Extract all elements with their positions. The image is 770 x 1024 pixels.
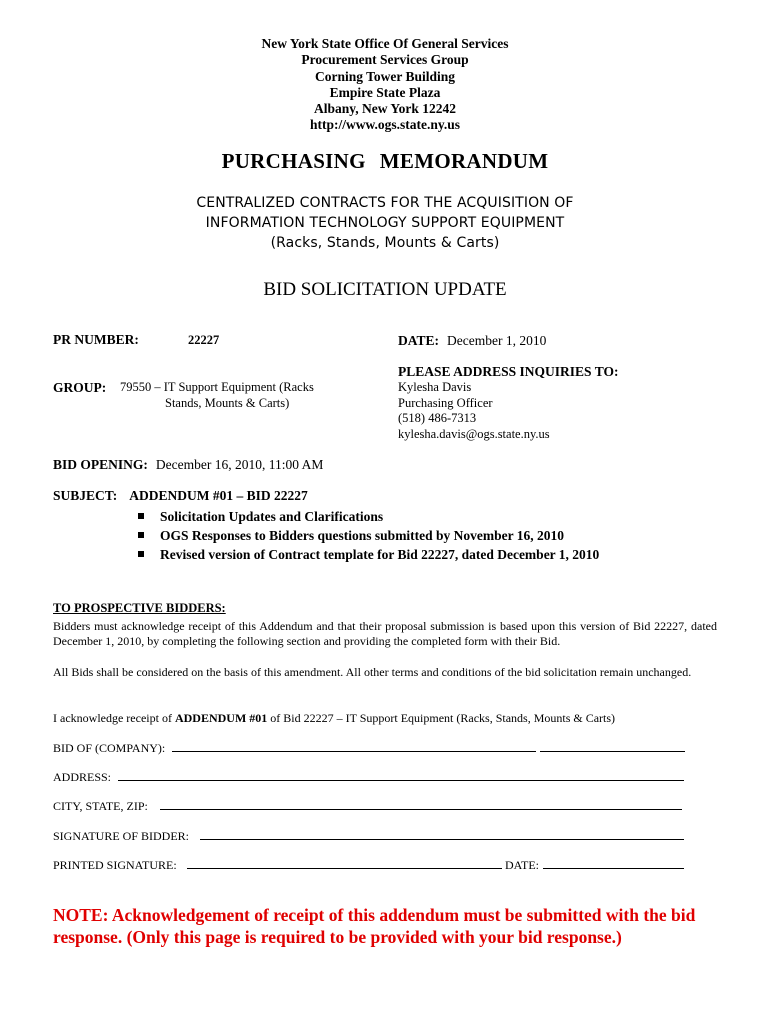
header-line: Albany, New York 12242 <box>313 101 456 117</box>
inquiries-label: PLEASE ADDRESS INQUIRIES TO: <box>398 364 619 379</box>
ack-paragraph: Bidders must acknowledge receipt of this Addendum and that their proposal submission is based upon this version of Bid 22227, dated December 1, 2010, by completing the following section and providing the completed form with their Bid. <box>53 619 717 649</box>
ack-statement: I acknowledge receipt of ADDENDUM #01 of Bid 22227 – IT Support Equipment (Racks, Stands, Mounts & Carts) <box>53 711 616 725</box>
printed-signature-field[interactable] <box>187 856 502 869</box>
subtitle-line: CENTRALIZED CONTRACTS FOR THE ACQUISITION OF <box>196 195 574 211</box>
note-line: response. (Only this page is required to be provided with your bid response.) <box>53 927 622 947</box>
bid-of-label: BID OF (COMPANY): <box>53 741 166 755</box>
header-url: http://www.ogs.state.ny.us <box>309 117 461 133</box>
printed-signature-label: PRINTED SIGNATURE: <box>53 858 177 872</box>
memo-subtitle <box>0 193 770 253</box>
bid-opening <box>53 456 323 474</box>
contact-block <box>398 380 550 442</box>
signature-label: SIGNATURE OF BIDDER: <box>53 829 190 843</box>
addendum-number: ADDENDUM #01 <box>174 711 268 725</box>
contact-email: kylesha.davis@ogs.state.ny.us <box>398 426 550 441</box>
bullet-item: Revised version of Contract template for Bid 22227, dated December 1, 2010 <box>138 547 599 563</box>
bid-opening-label: BID OPENING: <box>53 457 148 472</box>
group-label: GROUP: <box>53 380 107 395</box>
subject-value: ADDENDUM #01 – BID 22227 <box>129 488 308 503</box>
header-line: Corning Tower Building <box>314 68 456 84</box>
subject-label: SUBJECT: <box>53 488 118 503</box>
group-value-1: 79550 – IT Support Equipment (Racks <box>120 380 314 394</box>
header-line: New York State Office Of General Services <box>261 36 509 51</box>
note-line: NOTE: Acknowledgement of receipt of this addendum must be submitted with the bid <box>53 905 696 925</box>
subtitle-line: (Racks, Stands, Mounts & Carts) <box>270 235 500 251</box>
form-date-field[interactable] <box>543 856 684 869</box>
bullet-item: OGS Responses to Bidders questions submitted by November 16, 2010 <box>138 528 564 544</box>
city-state-zip-label: CITY, STATE, ZIP: <box>53 799 148 813</box>
bidders-heading: TO PROSPECTIVE BIDDERS: <box>53 601 226 615</box>
submission-note <box>53 904 733 948</box>
date-label: DATE: <box>398 333 440 348</box>
memo-title-left: PURCHASING <box>221 149 366 173</box>
bullet-square-icon <box>138 513 144 519</box>
subject <box>53 487 308 505</box>
bullet-item: Solicitation Updates and Clarifications <box>138 509 383 525</box>
header-line: Procurement Services Group <box>301 52 469 68</box>
address-field[interactable] <box>118 768 684 781</box>
subtitle-line: INFORMATION TECHNOLOGY SUPPORT EQUIPMENT <box>205 215 565 231</box>
terms-paragraph: All Bids shall be considered on the basis of this amendment. All other terms and conditions of the bid solicitation remain unchanged. <box>53 665 692 679</box>
bid-of-company-field[interactable] <box>172 739 536 752</box>
agency-header <box>0 36 770 134</box>
address-label: ADDRESS: <box>53 770 112 784</box>
city-state-zip-field[interactable] <box>160 797 682 810</box>
bid-of-company-field-extra[interactable] <box>540 739 685 752</box>
signature-field[interactable] <box>200 827 684 840</box>
contact-phone: (518) 486-7313 <box>398 411 477 425</box>
bid-opening-value: December 16, 2010, 11:00 AM <box>155 457 324 472</box>
contact-title: Purchasing Officer <box>398 395 493 410</box>
update-title: BID SOLICITATION UPDATE <box>263 279 507 300</box>
memo-title-right: MEMORANDUM <box>379 149 549 173</box>
pr-number-value: 22227 <box>188 333 220 347</box>
form-date-label: DATE: <box>505 858 539 872</box>
contact-name: Kylesha Davis <box>398 380 472 394</box>
bullet-square-icon <box>138 532 144 538</box>
date-field <box>398 332 546 350</box>
group-value-2: Stands, Mounts & Carts) <box>165 396 290 410</box>
header-line: Empire State Plaza <box>329 84 441 100</box>
date-value: December 1, 2010 <box>447 333 547 348</box>
pr-number-label: PR NUMBER: <box>53 332 139 347</box>
memo-title <box>0 149 770 174</box>
bullet-square-icon <box>138 551 144 557</box>
